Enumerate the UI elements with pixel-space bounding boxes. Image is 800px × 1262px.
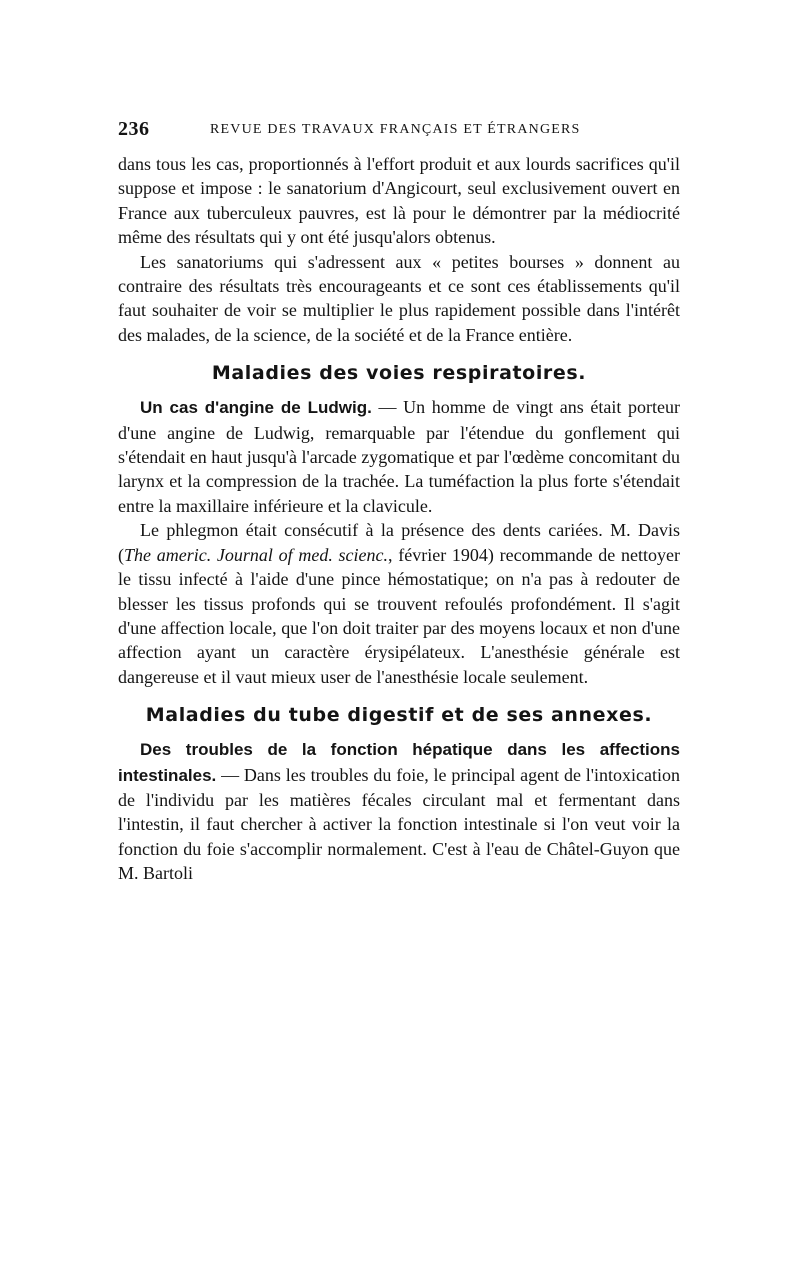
paragraph-text: , février 1904) recommande de nettoyer le tissu infecté à l'aide d'une pince hémostatique; on n'a pas à redouter de blesser les tissus profonds qui se trouvent refoulés profondément. Il s'agit d'une affection locale, que l'on doit traiter par des moyens locaux et non d'une affection ayant un caractère érysipélateux. L'anesthésie générale est dangereuse et il vaut mieux user de l'anesthésie locale seulement. <box>118 544 680 687</box>
journal-citation: The americ. Journal of med. scienc. <box>124 544 389 565</box>
running-head <box>118 118 680 142</box>
paragraph: dans tous les cas, proportionnés à l'effort produit et aux lourds sacrifices qu'il suppose et impose : le sanatorium d'Angicourt, seul exclusivement ouvert en France aux tuberculeux pauvres, est là pour le démontrer par la médiocrité même des résultats qui y ont été jusqu'alors obtenus. <box>118 154 680 248</box>
article-title-hepatic: Des troubles de la fonction hépatique dans les affections intestinales. <box>118 740 680 785</box>
article-paragraph <box>118 395 680 518</box>
page-number: 236 <box>118 118 150 140</box>
paragraph: Les sanatoriums qui s'adressent aux « petites bourses » donnent au contraire des résultats très encourageants et ce sont ces établissements qu'il faut souhaiter de voir se multiplier le plus rapidement possible dans l'intérêt des malades, de la science, de la société et de la France entière. <box>118 251 680 345</box>
section-heading-digestive: Maladies du tube digestif et de ses annexes. <box>145 704 653 727</box>
article-paragraph <box>118 737 680 885</box>
journal-title: REVUE DES TRAVAUX FRANÇAIS ET ÉTRANGERS <box>210 122 581 137</box>
paragraph <box>118 518 680 689</box>
page-content <box>118 152 680 886</box>
paragraph-text: — Dans les troubles du foie, le principal agent de l'intoxication de l'individu par les matières fécales circulant mal et fermentant dans l'intestin, il faut chercher à activer la fonction intestinale si l'on veut voir la fonction du foie s'accomplir normalement. C'est à l'eau de Châtel-Guyon que M. Bartoli <box>118 764 680 884</box>
paragraph-text: Le phlegmon était consécutif à la présence des dents cariées. M. Davis ( <box>118 520 680 565</box>
section-heading-respiratory: Maladies des voies respiratoires. <box>211 362 587 385</box>
book-page <box>118 0 680 1262</box>
article-title-ludwig: Un cas d'angine de Ludwig. <box>140 398 372 418</box>
paragraph-text: — Un homme de vingt ans était porteur d'une angine de Ludwig, remarquable par l'étendue du gonflement qui s'étendait en haut jusqu'à l'arcade zygomatique et par l'œdème concomitant du larynx et la compression de la trachée. La tuméfaction la plus forte s'étendait entre la maxillaire inférieure et la clavicule. <box>118 397 680 516</box>
